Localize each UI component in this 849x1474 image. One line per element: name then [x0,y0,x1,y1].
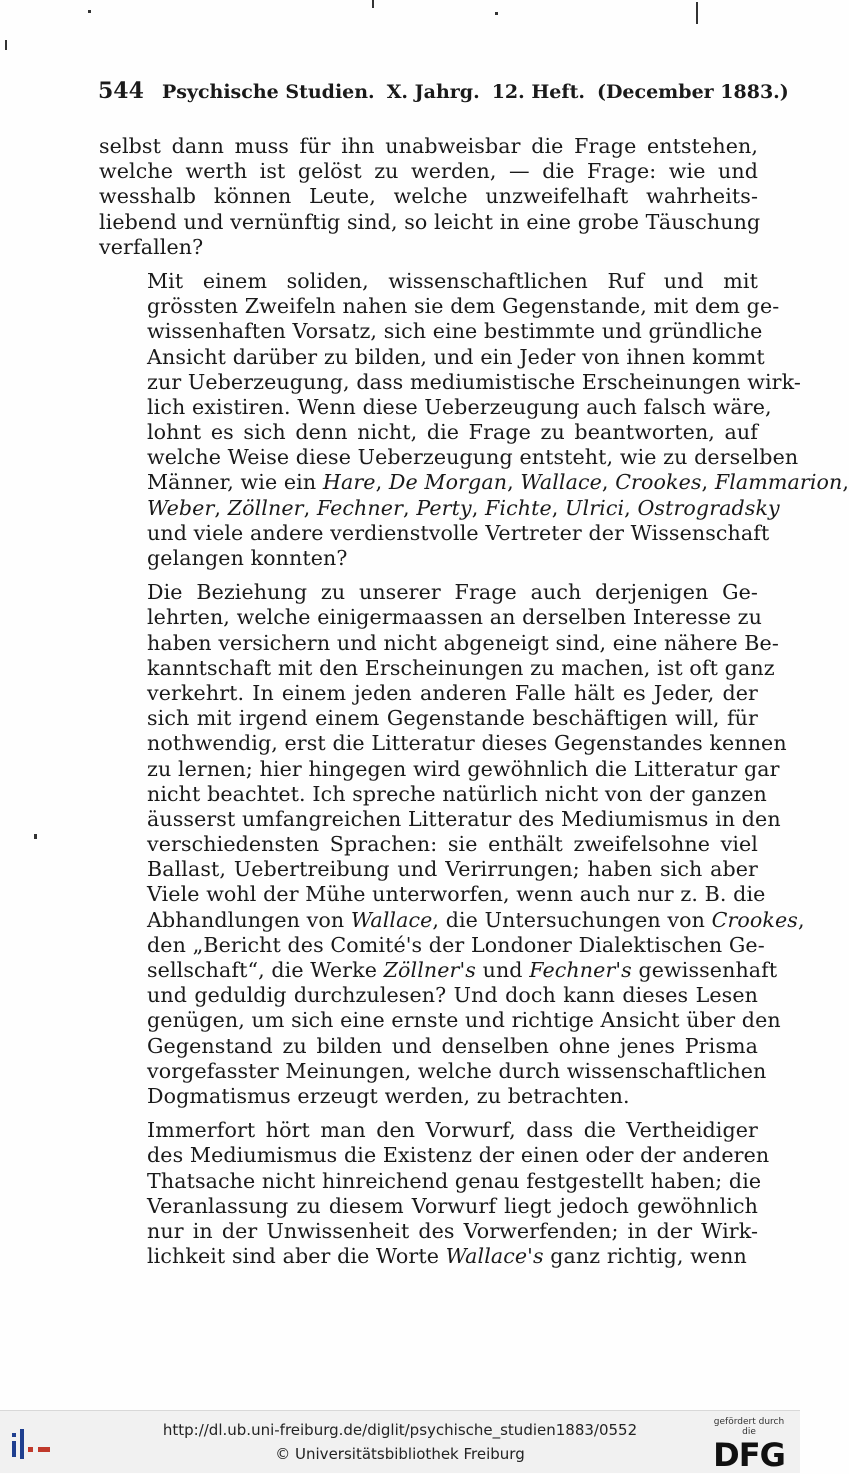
text-line: welche werth ist gelöst zu werden, — die Frage: wie und [99,159,758,184]
paragraph [99,1118,770,1269]
text-line: nur in der Unwissenheit des Vorwerfenden; in der Wirk- [147,1218,758,1243]
text-line: Abhandlungen von Wallace, die Untersuchungen von Crookes, [147,907,805,932]
text-line: welche Weise diese Ueberzeugung entsteht, wie zu derselben [147,445,799,470]
text-line: zu lernen; hier hingegen wird gewöhnlich die Litteratur gar [147,756,780,781]
paragraph [99,580,805,1109]
issue-date: (December 1883.) [596,81,789,103]
volume: X. Jahrg. [386,81,480,103]
dfg-tagline: gefördert durch die [713,1417,785,1437]
text-line: kanntschaft mit den Erscheinungen zu machen, ist oft ganz [147,655,775,680]
text-line: sellschaft“, die Werke Zöllner's und Fechner's gewissenhaft [147,958,778,982]
dfg-logo [706,1417,792,1474]
journal-title: Psychische Studien. [161,81,375,103]
text-line: zur Ueberzeugung, dass mediumistische Erscheinungen wirk- [147,369,801,394]
text-line: äusserst umfangreichen Litteratur des Mediumismus in den [147,806,781,831]
text-line: Männer, wie ein Hare, De Morgan, Wallace, Crookes, Flammarion, [147,470,849,495]
text-line: vorgefasster Meinungen, welche durch wissenschaftlichen [147,1058,767,1083]
text-line: haben versichern und nicht abgeneigt sind, eine nähere Be- [147,630,779,655]
text-line: lich existiren. Wenn diese Ueberzeugung auch falsch wäre, [147,394,772,419]
scan-speck [34,834,37,839]
scan-speck [5,40,7,50]
text-line: verschiedensten Sprachen: sie enthält zweifelsohne viel [147,832,758,857]
text-line: den „Bericht des Comité's der Londoner Dialektischen Ge- [147,932,765,957]
scan-speck [495,12,498,15]
body-text [99,134,849,1269]
text-line: liebend und vernünftig sind, so leicht in eine grobe Täuschung [99,209,761,234]
text-line: Immerfort hört man den Vorwurf, dass die Vertheidiger [147,1118,758,1143]
text-line: grössten Zweifeln nahen sie dem Gegenstande, mit dem ge- [147,294,780,319]
dfg-logo-text: DFG [713,1436,785,1474]
text-line: Mit einem soliden, wissenschaftlichen Ruf und mit [147,268,758,293]
text-line: Gegenstand zu bilden und denselben ohne jenes Prisma [147,1033,758,1058]
running-header [98,78,789,104]
text-line: verfallen? [99,234,204,259]
text-line: nothwendig, erst die Litteratur dieses Gegenstandes kennen [147,731,787,756]
text-line: verkehrt. In einem jeden anderen Falle hält es Jeder, der [147,680,758,705]
text-line: Weber, Zöllner, Fechner, Perty, Fichte, Ulrici, Ostrogradsky [147,495,780,520]
paragraph [99,134,761,260]
issue: 12. Heft. [491,81,585,103]
scan-speck [696,2,698,24]
text-line: Ballast, Uebertreibung und Verirrungen; haben sich aber [147,857,758,882]
text-line: sich mit irgend einem Gegenstande beschäftigen will, für [147,706,758,731]
text-line: lohnt es sich denn nicht, die Frage zu beantworten, auf [147,420,758,445]
text-line: lichkeit sind aber die Worte Wallace's ganz richtig, wenn [147,1244,747,1269]
text-line: Thatsache nicht hinreichend genau festgestellt haben; die [147,1168,762,1193]
text-line: des Mediumismus die Existenz der einen oder der anderen [147,1143,770,1168]
scan-speck [88,10,91,13]
text-line: Die Beziehung zu unserer Frage auch derjenigen Ge- [147,580,758,605]
text-line: Veranlassung zu diesem Vorwurf liegt jedoch gewöhnlich [147,1193,758,1218]
text-line: gelangen konnten? [147,546,348,570]
text-line: Dogmatismus erzeugt werden, zu betrachten. [147,1083,630,1108]
text-line: und geduldig durchzulesen? Und doch kann dieses Lesen [147,983,758,1008]
page-number: 544 [98,78,144,104]
text-line: nicht beachtet. Ich spreche natürlich nicht von der ganzen [147,781,767,806]
scan-speck [372,0,374,8]
text-line: lehrten, welche einigermaassen an derselben Interesse zu [147,605,762,630]
text-line: wesshalb können Leute, welche unzweifelhaft wahrheits- [99,184,758,209]
text-line: selbst dann muss für ihn unabweisbar die Frage entstehen, [99,134,758,158]
text-line: wissenhaften Vorsatz, sich eine bestimmte und gründliche [147,319,763,344]
copyright-notice: © Universitätsbibliothek Freiburg [275,1445,525,1463]
text-line: Ansicht darüber zu bilden, und ein Jeder von ihnen kommt [147,344,765,369]
paragraph [99,268,849,571]
text-line: und viele andere verdienstvolle Vertreter der Wissenschaft [147,520,770,545]
document-url[interactable]: http://dl.ub.uni-freiburg.de/diglit/psychische_studien1883/0552 [162,1421,638,1439]
viewer-footer [0,1410,800,1473]
text-line: genügen, um sich eine ernste und richtige Ansicht über den [147,1008,781,1033]
text-line: Viele wohl der Mühe unterworfen, wenn auch nur z. B. die [147,882,766,907]
